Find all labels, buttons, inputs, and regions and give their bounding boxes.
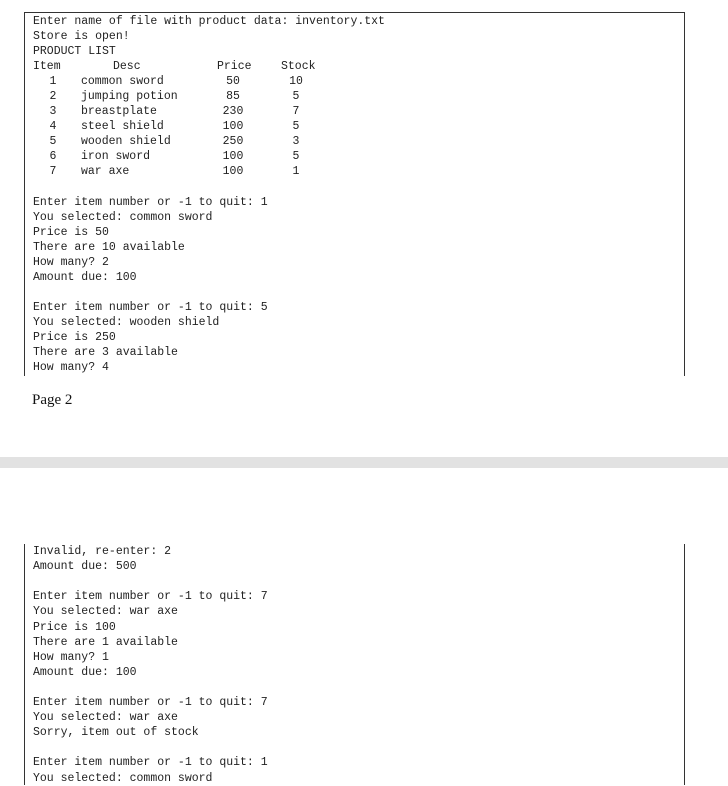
item-desc: steel shield (81, 120, 164, 133)
console-line: There are 1 available (33, 635, 178, 649)
console-line: Amount due: 500 (33, 560, 137, 574)
console-line: Enter item number or -1 to quit: 5 (33, 301, 268, 314)
table-header-item: Item (33, 60, 61, 73)
table-header-price: Price (217, 60, 252, 73)
item-stock: 5 (292, 90, 300, 103)
page-label: Page 2 (32, 392, 73, 408)
console-line: Price is 100 (33, 620, 116, 634)
console-line: Enter item number or -1 to quit: 1 (33, 756, 268, 770)
console-line: You selected: common sword (33, 771, 213, 785)
item-price: 230 (222, 105, 244, 118)
console-line: PRODUCT LIST (33, 45, 116, 58)
item-stock: 7 (292, 105, 300, 118)
console-output-page-1 (24, 12, 685, 376)
console-line: You selected: common sword (33, 211, 213, 224)
console-line: Amount due: 100 (33, 271, 137, 284)
table-header-desc: Desc (113, 60, 141, 73)
console-line: Price is 50 (33, 226, 109, 239)
item-price: 50 (226, 75, 240, 88)
item-desc: jumping potion (81, 90, 178, 103)
console-output-page-2 (24, 544, 685, 785)
console-line: Store is open! (33, 30, 130, 43)
console-line: You selected: war axe (33, 711, 178, 725)
table-header-stock: Stock (281, 60, 316, 73)
item-number: 3 (49, 105, 57, 118)
item-desc: war axe (81, 165, 130, 178)
item-number: 5 (49, 135, 57, 148)
console-line: Enter name of file with product data: inventory.txt (33, 15, 385, 28)
item-desc: common sword (81, 75, 164, 88)
item-price: 85 (226, 90, 240, 103)
item-desc: breastplate (81, 105, 157, 118)
item-number: 2 (49, 90, 57, 103)
console-line: How many? 2 (33, 256, 109, 269)
item-number: 6 (49, 150, 57, 163)
item-stock: 5 (292, 150, 300, 163)
console-line: Enter item number or -1 to quit: 7 (33, 590, 268, 604)
item-price: 100 (222, 120, 244, 133)
item-stock: 1 (292, 165, 300, 178)
console-line: There are 10 available (33, 241, 185, 254)
item-price: 100 (222, 150, 244, 163)
console-line: Amount due: 100 (33, 665, 137, 679)
console-line: There are 3 available (33, 346, 178, 359)
page-separator (0, 457, 728, 468)
console-line: Enter item number or -1 to quit: 1 (33, 196, 268, 209)
console-line: How many? 4 (33, 361, 109, 374)
console-line: You selected: wooden shield (33, 316, 220, 329)
console-line: Sorry, item out of stock (33, 726, 199, 740)
console-line: Price is 250 (33, 331, 116, 344)
item-price: 250 (222, 135, 244, 148)
item-number: 1 (49, 75, 57, 88)
item-stock: 3 (292, 135, 300, 148)
item-desc: iron sword (81, 150, 151, 163)
item-stock: 10 (289, 75, 303, 88)
console-line: You selected: war axe (33, 605, 178, 619)
console-line: Enter item number or -1 to quit: 7 (33, 696, 268, 709)
item-number: 4 (49, 120, 57, 133)
console-line: Invalid, re-enter: 2 (33, 545, 172, 558)
console-line: How many? 1 (33, 650, 109, 664)
item-stock: 5 (292, 120, 300, 133)
item-price: 100 (222, 165, 244, 178)
item-desc: wooden shield (81, 135, 171, 148)
item-number: 7 (49, 165, 57, 178)
